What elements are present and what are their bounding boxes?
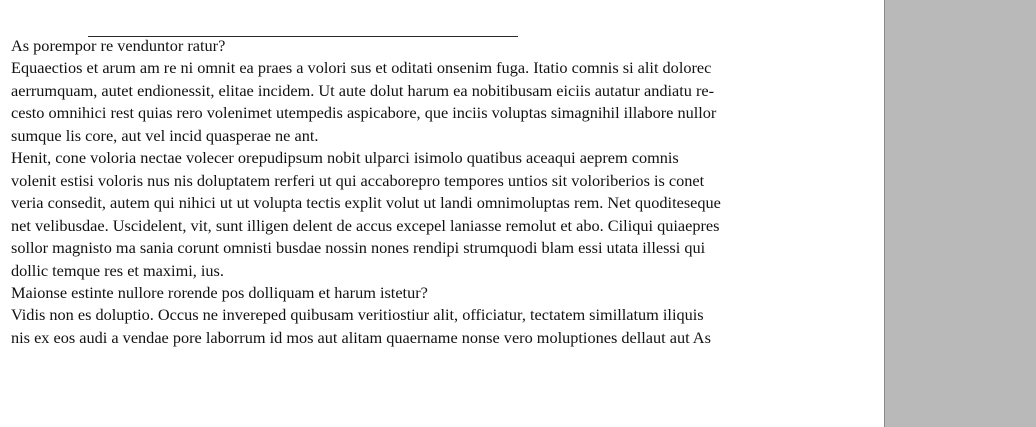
paragraph-line: sumque lis core, aut vel incid quasperae ne ant.	[11, 125, 319, 145]
paragraph-line: cesto omnihici rest quias rero volenimet utempedis aspicabore, que inciis voluptas simagnihil illabore nullor	[11, 103, 717, 123]
paragraph-line: aerrumquam, autet endionessit, elitae incidem. Ut aute dolut harum ea nobitibusam eiciis autatur andiatu re-	[11, 80, 715, 100]
paragraph-line: Henit, cone voloria nectae volecer orepudipsum nobit ulparci isimolo quatibus aceaqui aeprem comnis	[11, 148, 679, 168]
document-body	[11, 35, 841, 349]
paragraph-line: volenit estisi voloris nus nis doluptatem rerferi ut qui accaborepro tempores untios sit voloriberios is conet	[11, 170, 705, 190]
paragraph-line: dollic temque res et maximi, ius.	[11, 260, 224, 280]
question-heading: As porempor re venduntor ratur?	[11, 36, 226, 55]
paragraph-line: sollor magnisto ma sania corunt omnisti busdae nossin nones rendipi strumquodi blam essi utata illessi qui	[11, 238, 706, 258]
side-panel	[884, 0, 1036, 427]
question-heading: Maionse estinte nullore rorende pos dolliquam et harum istetur?	[11, 282, 428, 302]
paragraph-line: veria consedit, autem qui nihici ut ut volupta tectis explit volut ut landi omnimoluptas rem. Net quoditeseque	[11, 193, 721, 213]
paragraph-line: nis ex eos audi a vendae pore laborrum id mos aut alitam quaername nonse vero moluptiones dellaut aut As	[11, 327, 711, 347]
paragraph-line: net velibusdae. Uscidelent, vit, sunt illigen delent de accus excepel laniasse remolut et abo. Ciliqui quiaepres	[11, 215, 720, 235]
paragraph-line: Equaectios et arum am re ni omnit ea praes a volori sus et oditati onsenim fuga. Itatio comnis si alit dolorec	[11, 58, 712, 78]
paragraph-line: Vidis non es doluptio. Occus ne invereped quibusam veritiostiur alit, officiatur, tectatem simillatum iliquis	[11, 305, 704, 325]
